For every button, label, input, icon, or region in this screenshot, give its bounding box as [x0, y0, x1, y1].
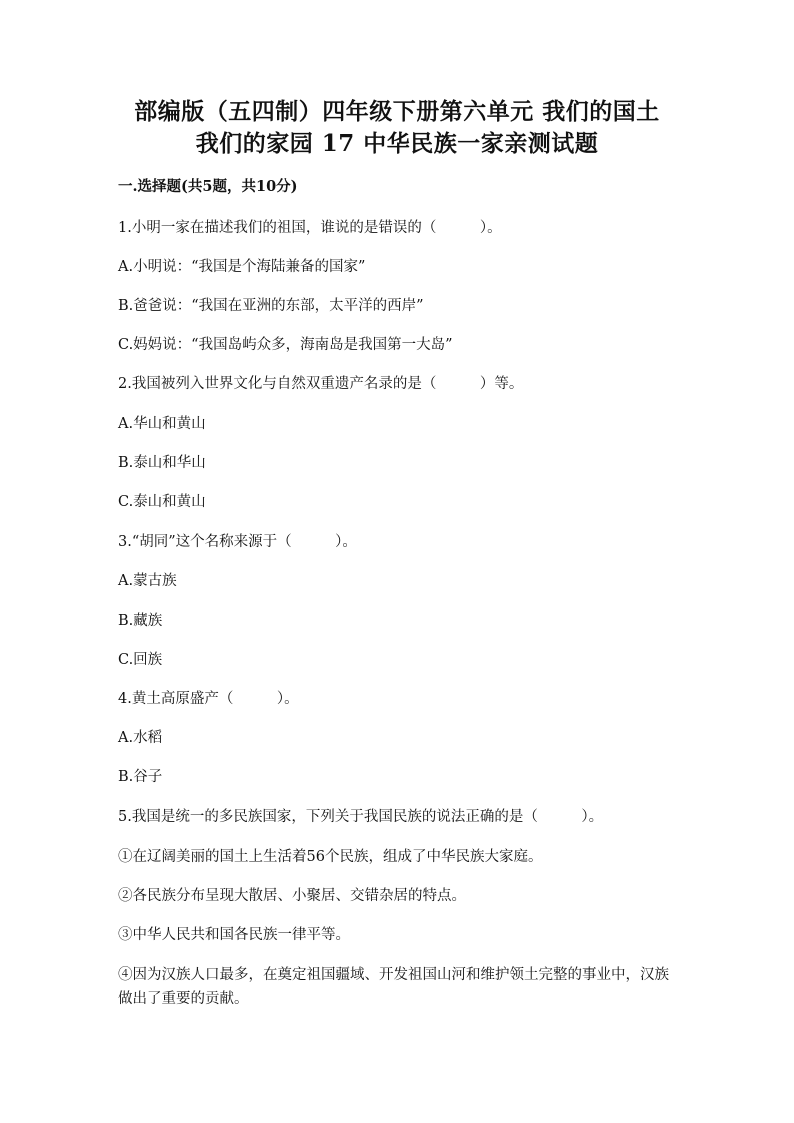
question-2-stem: 2.我国被列入世界文化与自然双重遗产名录的是（ ）等。 [118, 376, 524, 392]
page-title-line-1: 部编版（五四制）四年级下册第六单元 我们的国土 [134, 98, 660, 125]
question-2-option-c: C.泰山和黄山 [118, 494, 206, 510]
question-4-option-b: B.谷子 [118, 769, 163, 785]
section-heading: 一.选择题(共5题，共10分) [118, 178, 298, 195]
question-1-option-a: A.小明说：“我国是个海陆兼备的国家” [118, 259, 366, 275]
page-title-line-2: 我们的家园 17 中华民族一家亲测试题 [195, 130, 599, 157]
question-3-option-a: A.蒙古族 [118, 573, 177, 589]
question-1-stem: 1.小明一家在描述我们的祖国，谁说的是错误的（ ）。 [118, 220, 502, 236]
question-3-stem: 3.“胡同”这个名称来源于（ ）。 [118, 534, 357, 550]
question-3-option-c: C.回族 [118, 652, 163, 668]
question-3-option-b: B.藏族 [118, 613, 163, 629]
question-1-option-b: B.爸爸说：“我国在亚洲的东部，太平洋的西岸” [118, 298, 424, 314]
question-5-statement-1: ①在辽阔美丽的国土上生活着56个民族，组成了中华民族大家庭。 [118, 849, 543, 865]
question-4-option-a: A.水稻 [118, 730, 163, 746]
question-5-statement-4: ④因为汉族人口最多，在奠定祖国疆域、开发祖国山河和维护领土完整的事业中，汉族做出了重要的贡献。 [118, 967, 669, 1007]
question-1-option-c: C.妈妈说：“我国岛屿众多，海南岛是我国第一大岛” [118, 337, 453, 353]
question-2-option-b: B.泰山和华山 [118, 455, 206, 471]
question-5-stem: 5.我国是统一的多民族国家，下列关于我国民族的说法正确的是（ ）。 [118, 809, 604, 825]
question-5-statement-3: ③中华人民共和国各民族一律平等。 [118, 927, 350, 943]
question-4-stem: 4.黄土高原盛产（ ）。 [118, 691, 299, 707]
question-5-statement-2: ②各民族分布呈现大散居、小聚居、交错杂居的特点。 [118, 888, 466, 904]
question-2-option-a: A.华山和黄山 [118, 416, 206, 432]
